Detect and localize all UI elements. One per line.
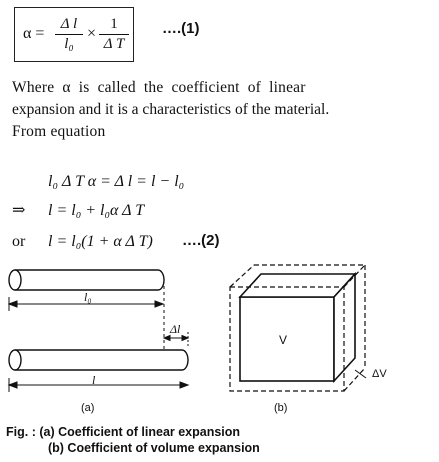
alpha-lhs: α = xyxy=(23,25,45,42)
subfigure-label-b: (b) xyxy=(274,402,288,414)
equation-tag-2: ….(2) xyxy=(182,232,220,249)
rod-expanded xyxy=(9,350,188,370)
subfigure-label-a: (a) xyxy=(81,402,95,414)
paragraph-line: From equation xyxy=(12,123,106,140)
label-delta-l: Δl xyxy=(170,322,181,336)
label-l0: l₀ xyxy=(84,290,92,304)
label-delta-volume: ΔV xyxy=(372,368,387,380)
cube-inner xyxy=(240,274,355,381)
fraction-denominator: l₀ xyxy=(64,36,74,53)
figure-diagram xyxy=(0,262,439,412)
dimension-l xyxy=(9,378,188,392)
derivation-line-3: l = l₀(1 + α Δ T) xyxy=(48,233,153,250)
label-volume: V xyxy=(279,333,288,347)
fraction-numerator: 1 xyxy=(110,16,118,32)
fraction-one-over-dt xyxy=(99,16,129,53)
derivation-line-1: l₀ Δ T α = Δ l = l − l₀ xyxy=(48,173,185,190)
equation-box xyxy=(14,7,134,62)
explanation-paragraph xyxy=(12,77,437,143)
figure-caption-line-1: Fig. : (a) Coefficient of linear expansion xyxy=(6,425,241,439)
figure-caption-line-2: (b) Coefficient of volume expansion xyxy=(48,441,260,455)
fraction-denominator: Δ T xyxy=(103,36,125,53)
equation-tag-1: ….(1) xyxy=(162,20,200,37)
or-word: or xyxy=(12,233,26,250)
implies-symbol: ⇒ xyxy=(12,202,26,219)
times-sign: × xyxy=(87,25,97,42)
label-l: l xyxy=(92,373,96,387)
rod-original xyxy=(9,270,164,290)
derivation-line-2: l = l₀ + l₀α Δ T xyxy=(48,202,145,219)
paragraph-line: expansion and it is a characteristics of the material. xyxy=(12,101,330,118)
fraction-dl-l0 xyxy=(55,16,83,53)
fraction-numerator: Δ l xyxy=(60,16,78,32)
paragraph-line: Where α is called the coefficient of linear xyxy=(12,79,306,96)
